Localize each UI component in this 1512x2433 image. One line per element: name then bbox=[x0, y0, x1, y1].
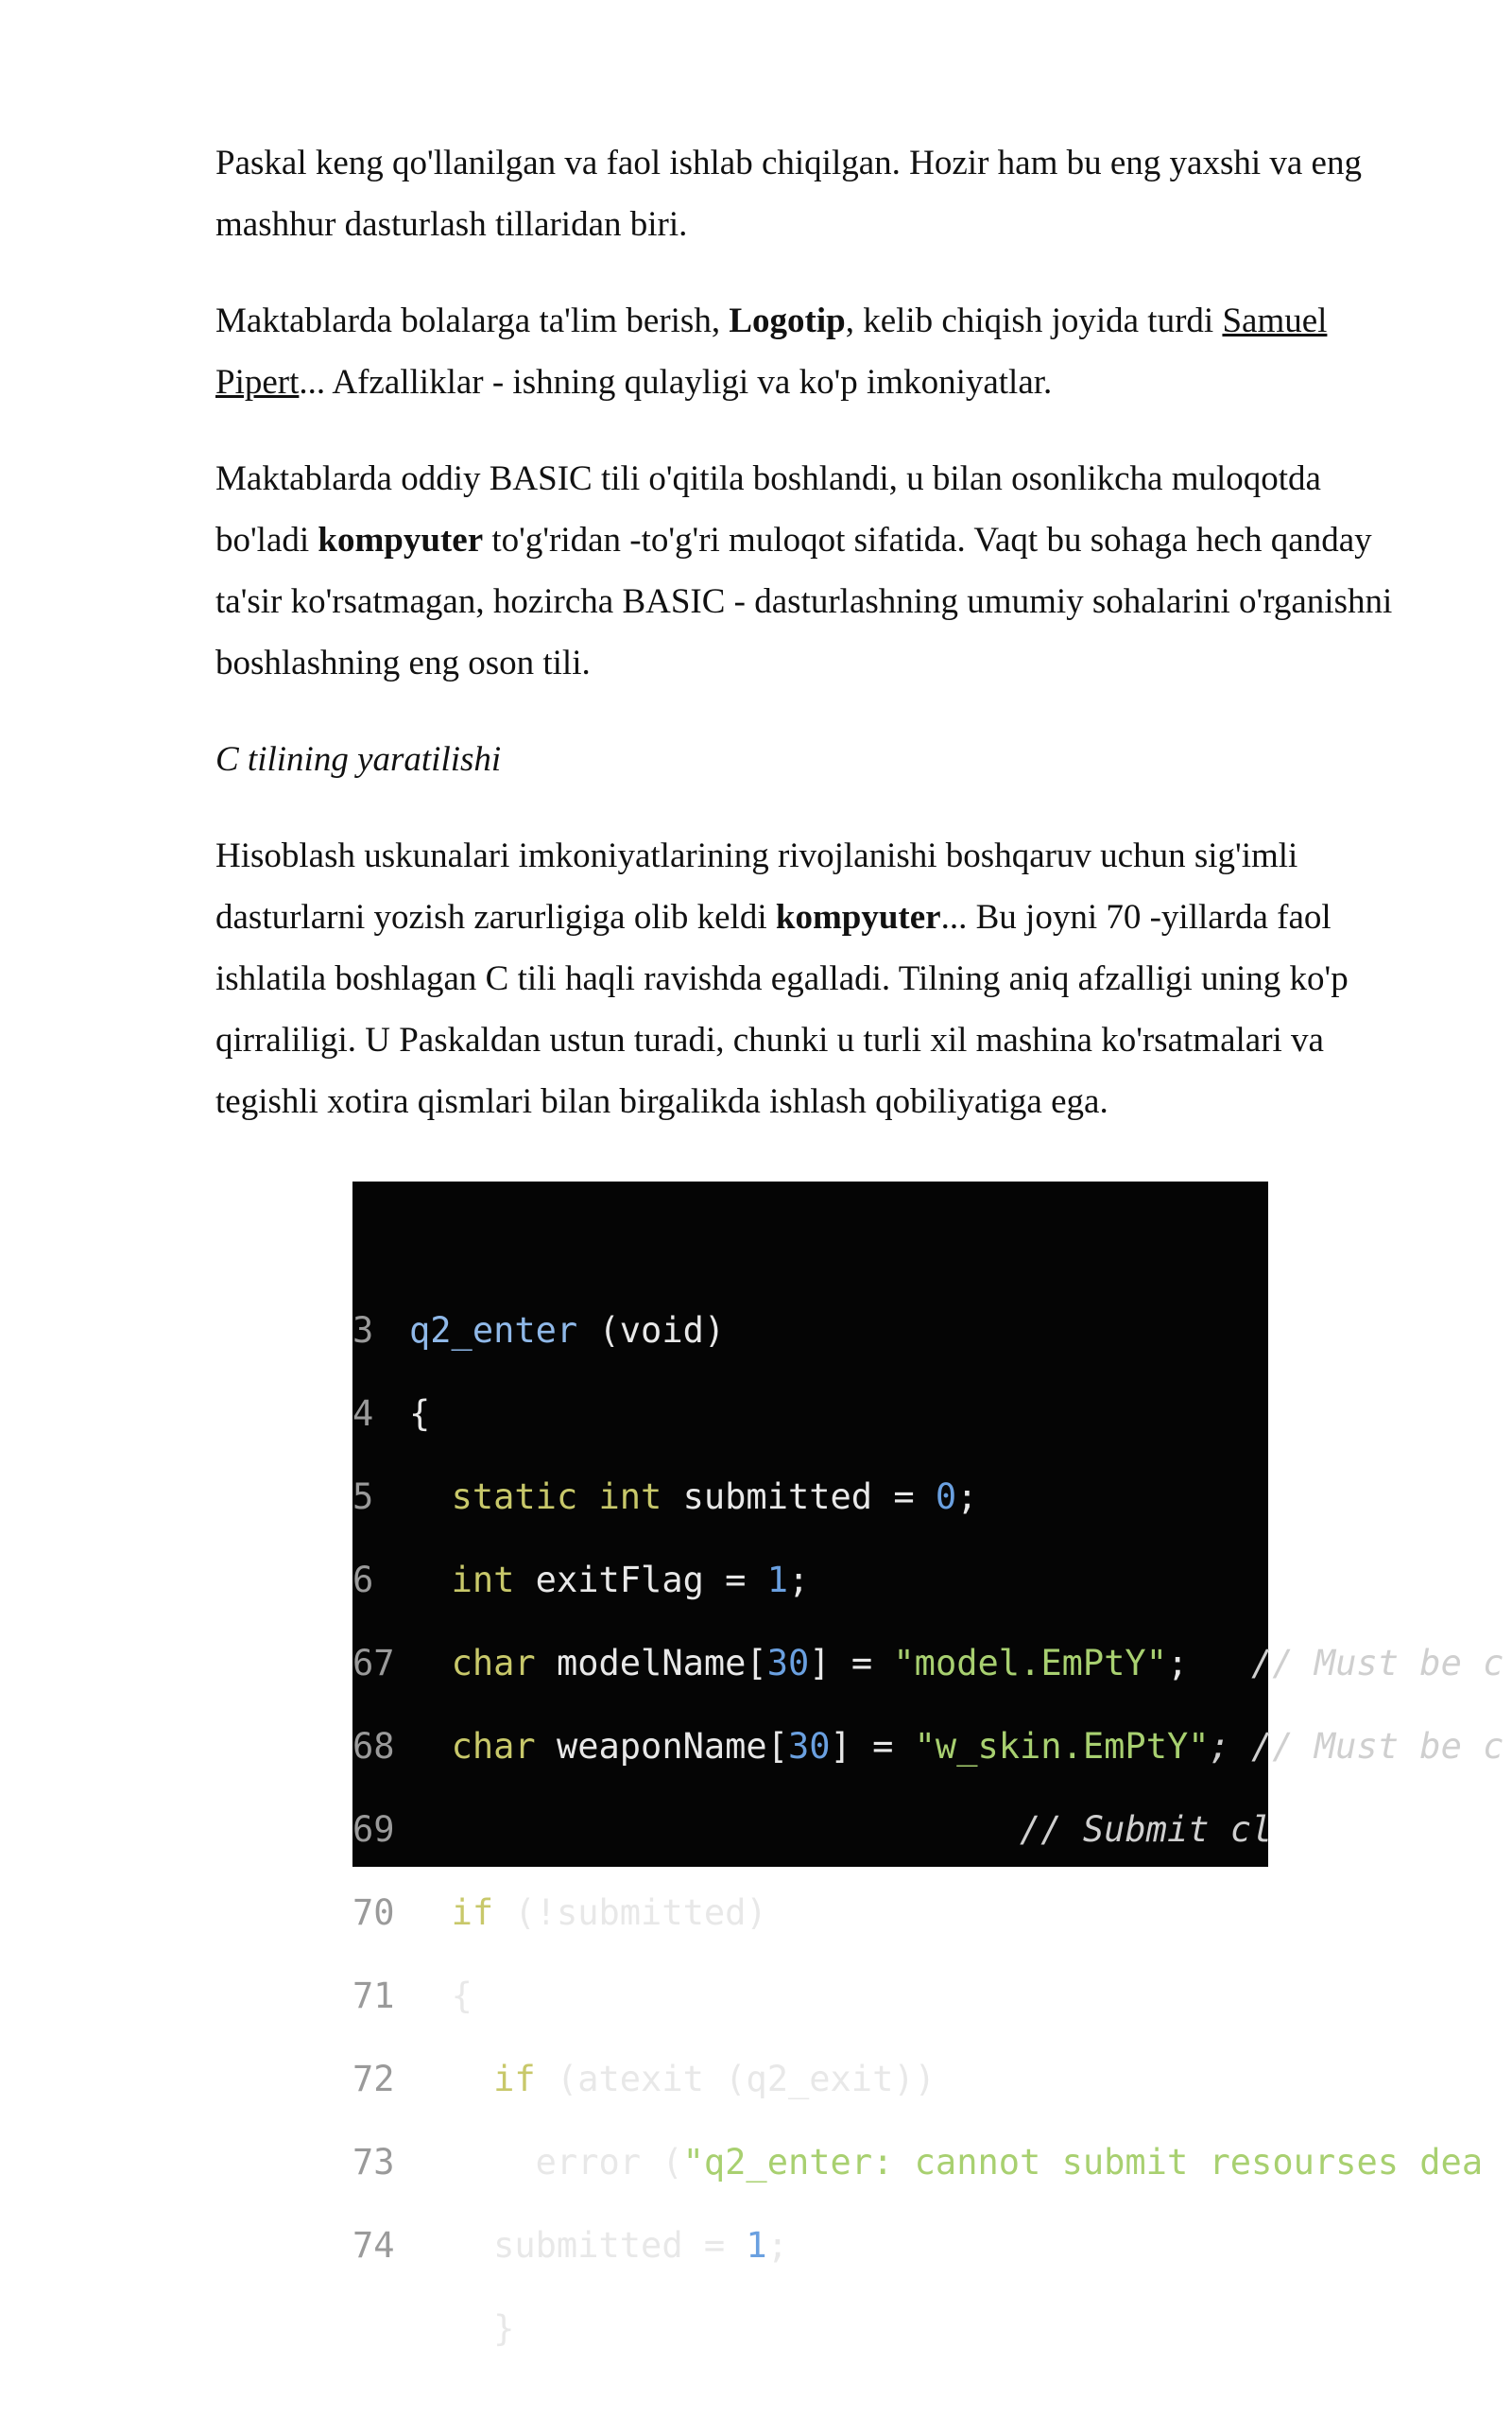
line-number: 68 bbox=[352, 1726, 395, 1767]
code-line: 3 q2_enter (void) bbox=[352, 1310, 726, 1351]
bold-term-kompyuter: kompyuter bbox=[775, 898, 941, 937]
line-number: 72 bbox=[352, 2059, 395, 2099]
paragraph-text: Maktablarda oddiy BASIC tili o'qitila boshlandi, u bilan osonlikcha muloqotda bo'ladi bbox=[215, 459, 1321, 560]
code-lines bbox=[352, 1268, 1503, 2433]
bold-term-kompyuter: kompyuter bbox=[318, 521, 484, 560]
paragraph-text: Maktablarda bolalarga ta'lim berish, bbox=[215, 302, 730, 340]
paragraph-c-language bbox=[215, 825, 1406, 1132]
code-line: 5 static int submitted = 0; bbox=[352, 1476, 978, 1517]
line-number: 67 bbox=[352, 1643, 395, 1683]
code-line: 67 char modelName[30] = "model.EmPtY"; // Must be c bbox=[352, 1643, 1504, 1683]
code-line: 68 char weaponName[30] = "w_skin.EmPtY"; // Must be c bbox=[352, 1726, 1504, 1767]
code-line: 4 { bbox=[352, 1393, 431, 1434]
paragraph-pascal bbox=[215, 132, 1406, 255]
code-screenshot-image bbox=[352, 1182, 1504, 2349]
link-samuel-pipert[interactable]: Samuel Pipert bbox=[215, 302, 1328, 402]
line-number: 6 bbox=[352, 1560, 374, 1600]
bold-term-logotip: Logotip bbox=[729, 302, 846, 340]
document-page bbox=[215, 132, 1406, 1167]
line-number: 69 bbox=[352, 1809, 395, 1850]
line-number: 4 bbox=[352, 1393, 374, 1434]
code-line: 73 error ("q2_enter: cannot submit resourses dea bbox=[352, 2142, 1484, 2183]
paragraph-text: Hisoblash uskunalari imkoniyatlarining rivojlanishi boshqaruv uchun sig'imli dasturlarni yozish zarurligiga olib keldi bbox=[215, 837, 1298, 937]
paragraph-basic bbox=[215, 448, 1406, 694]
paragraph-logo bbox=[215, 290, 1406, 413]
line-number: 74 bbox=[352, 2225, 395, 2266]
code-line: 74 submitted = 1; bbox=[352, 2225, 788, 2266]
code-line: } bbox=[493, 2308, 515, 2349]
line-number: 3 bbox=[352, 1310, 374, 1351]
paragraph-text: ... Bu joyni 70 -yillarda faol ishlatila boshlagan C tili haqli ravishda egalladi. Tilning aniq afzalligi uning ko'p qirraliligi. U Paskaldan ustun turadi, chunki u turli xil mashina ko'rsatmalari va tegishli xotira qismlari bilan birgalikda ishlash qobiliyatiga ega. bbox=[215, 898, 1349, 1121]
code-line: 69 // Submit cl bbox=[352, 1809, 1273, 1850]
paragraph-text: to'g'ridan -to'g'ri muloqot sifatida. Vaqt bu sohaga hech qanday ta'sir ko'rsatmagan, hozircha BASIC - dasturlashning umumiy sohalarini o'rganishni boshlashning eng oson tili. bbox=[215, 521, 1393, 682]
paragraph-text: ... Afzalliklar - ishning qulayligi va ko'p imkoniyatlar. bbox=[299, 363, 1053, 402]
line-number: 71 bbox=[352, 1976, 395, 2016]
paragraph-text: Paskal keng qo'llanilgan va faol ishlab chiqilgan. Hozir ham bu eng yaxshi va eng mashhur dasturlash tillaridan biri. bbox=[215, 144, 1362, 244]
paragraph-text: , kelib chiqish joyida turdi bbox=[845, 302, 1223, 340]
code-line: 72 if (atexit (q2_exit)) bbox=[352, 2059, 936, 2099]
section-heading: C tilining yaratilishi bbox=[215, 740, 502, 779]
code-line: 70 if (!submitted) bbox=[352, 1892, 767, 1933]
line-number: 70 bbox=[352, 1892, 395, 1933]
line-number: 73 bbox=[352, 2142, 395, 2183]
code-line: 71 { bbox=[352, 1976, 472, 2016]
line-number: 5 bbox=[352, 1476, 374, 1517]
code-line: 6 int exitFlag = 1; bbox=[352, 1560, 810, 1600]
